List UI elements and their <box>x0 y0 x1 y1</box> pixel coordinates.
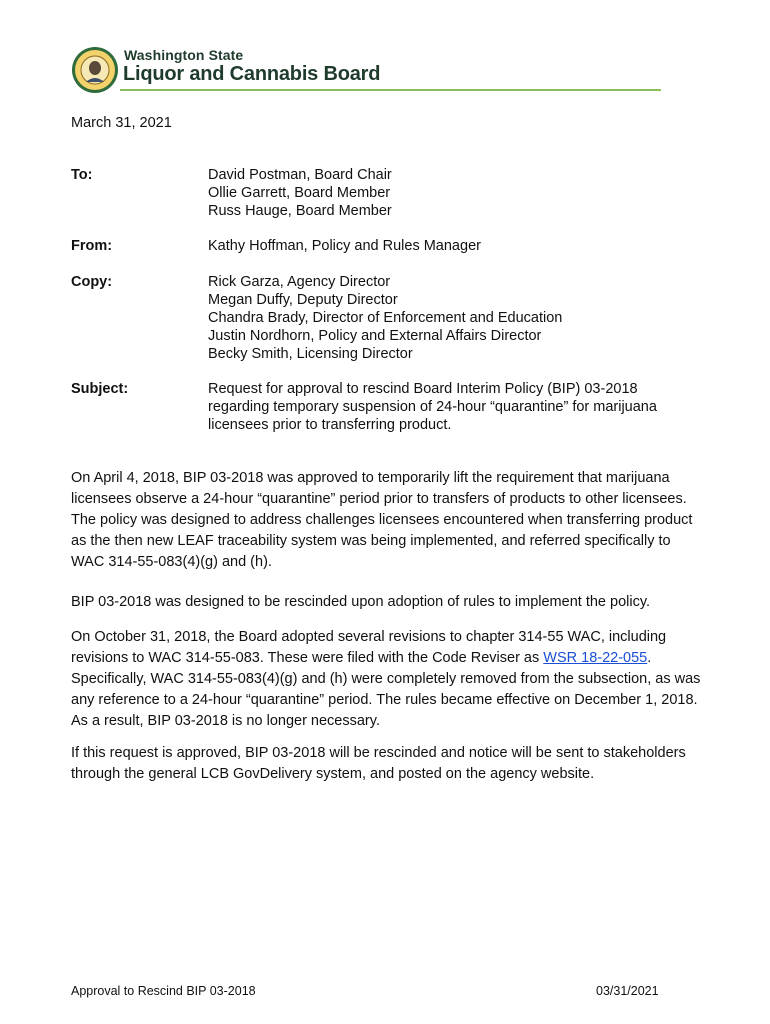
copy-recipient: Megan Duffy, Deputy Director <box>208 292 398 308</box>
copy-label: Copy: <box>71 274 113 290</box>
from-value <box>208 237 678 255</box>
paragraph-1 <box>71 468 701 573</box>
state-seal-icon <box>71 46 119 94</box>
org-name-line1: Washington State <box>124 47 244 63</box>
paragraph-2 <box>71 592 701 613</box>
copy-recipient: Becky Smith, Licensing Director <box>208 346 413 362</box>
paragraph-4 <box>71 743 701 785</box>
footer-date: 03/31/2021 <box>596 984 659 998</box>
paragraph-text-segment: On October 31, 2018, the Board adopted several revisions to chapter 314-55 WAC, including revisions to WAC 314-55-083. These were filed with the Code Reviser as <box>71 629 667 666</box>
paragraph-3 <box>71 627 701 732</box>
wsr-link[interactable]: WSR 18-22-055 <box>543 650 648 666</box>
from-sender: Kathy Hoffman, Policy and Rules Manager <box>208 238 481 254</box>
to-recipients <box>208 166 678 220</box>
letterhead-rule <box>120 89 661 91</box>
copy-recipients <box>208 273 678 363</box>
from-label: From: <box>71 238 113 254</box>
paragraph-text <box>71 627 701 732</box>
to-recipient: Russ Hauge, Board Member <box>208 203 392 219</box>
paragraph-text: If this request is approved, BIP 03-2018 will be rescinded and notice will be sent to stakeholders through the general LCB GovDelivery system, and posted on the agency website. <box>71 745 686 782</box>
footer-title: Approval to Rescind BIP 03-2018 <box>71 984 256 998</box>
to-recipient: David Postman, Board Chair <box>208 167 392 183</box>
subject-label: Subject: <box>71 381 129 397</box>
paragraph-text: On April 4, 2018, BIP 03-2018 was approved to temporarily lift the requirement that marijuana licensees observe a 24-hour “quarantine” period prior to transfers of products to other licensees. The policy was designed to address challenges licensees encountered when transferring product as the then new LEAF traceability system was being implemented, and referred specifically to WAC 314-55-083(4)(g) and (h). <box>71 470 693 570</box>
memo-date: March 31, 2021 <box>71 115 172 131</box>
copy-recipient: Rick Garza, Agency Director <box>208 274 391 290</box>
paragraph-text: BIP 03-2018 was designed to be rescinded upon adoption of rules to implement the policy. <box>71 594 651 610</box>
subject-value <box>208 380 678 434</box>
subject-line: Request for approval to rescind Board Interim Policy (BIP) 03-2018 <box>208 381 638 397</box>
copy-recipient: Chandra Brady, Director of Enforcement and Education <box>208 310 563 326</box>
to-label: To: <box>71 167 93 183</box>
org-name-line2: Liquor and Cannabis Board <box>123 63 381 85</box>
subject-line: regarding temporary suspension of 24-hour “quarantine” for marijuana <box>208 399 657 415</box>
paragraph-text-segment: . Specifically, WAC 314-55-083(4)(g) and (h) were completely removed from the subsection, as was any reference to a 24-hour “quarantine” period. The rules became effective on December 1, 2018. As a result, BIP 03-2018 is no longer necessary. <box>71 650 701 729</box>
subject-line: licensees prior to transferring product. <box>208 417 452 433</box>
to-recipient: Ollie Garrett, Board Member <box>208 185 391 201</box>
copy-recipient: Justin Nordhorn, Policy and External Affairs Director <box>208 328 542 344</box>
